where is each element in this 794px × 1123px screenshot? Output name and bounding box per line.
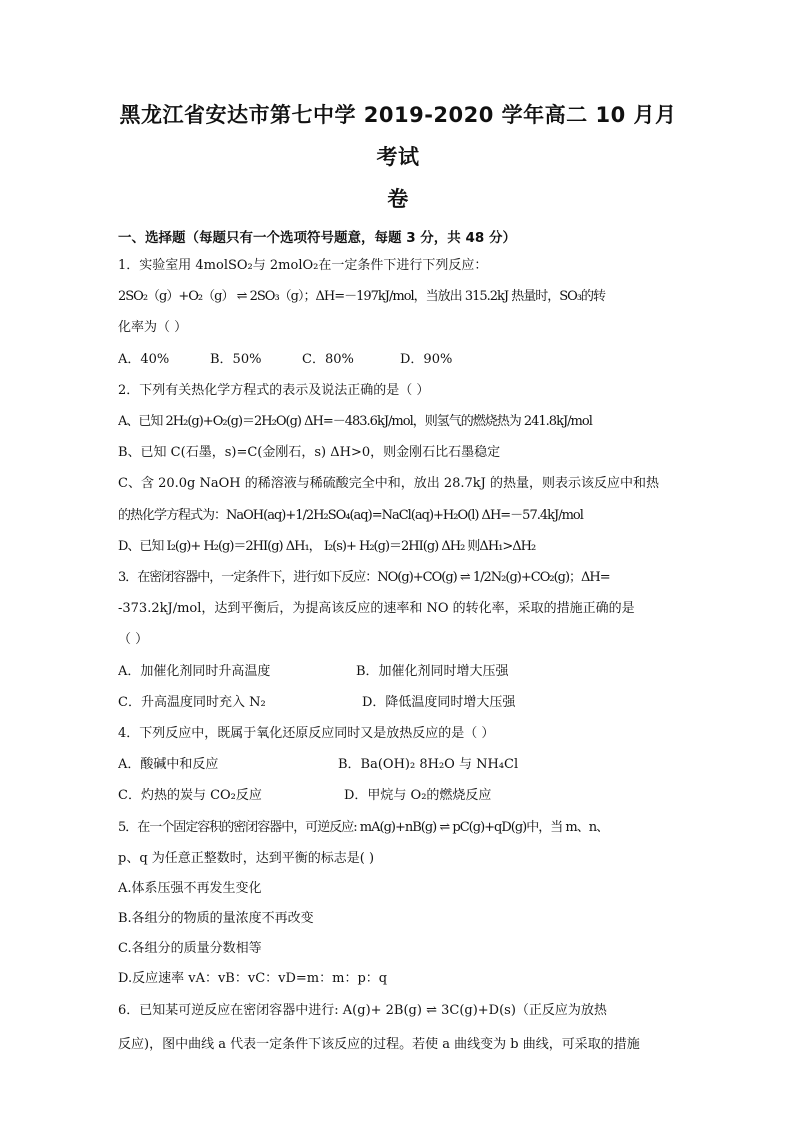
- q3-option-c: C．升高温度同时充入 N₂: [118, 694, 266, 710]
- exam-title-line-1: 黑龙江省安达市第七中学 2019-2020 学年高二 10 月月考试: [119, 103, 677, 169]
- q3-option-a: A．加催化剂同时升高温度: [118, 663, 271, 679]
- q4-option-d: D．甲烷与 O₂的燃烧反应: [344, 788, 492, 804]
- exam-page: [118, 88, 678, 1062]
- q4-option-b: B．Ba(OH)₂ 8H₂O 与 NH₄Cl: [338, 757, 519, 773]
- section-heading: 一、选择题（每题只有一个选项符号题意，每题 3 分，共 48 分）: [118, 230, 516, 246]
- q5-option-b: B.各组分的物质的量浓度不再改变: [118, 911, 314, 927]
- q3-line-2: -373.2kJ/mol，达到平衡后，为提高该反应的速率和 NO 的转化率，采取的措施正确的是: [118, 601, 635, 617]
- q4-stem: 4．下列反应中，既属于氧化还原反应同时又是放热反应的是（ ）: [118, 726, 495, 742]
- q1-options: [118, 344, 678, 375]
- q3-line-3: （ ）: [118, 632, 149, 648]
- q4-option-c: C．灼热的炭与 CO₂反应: [118, 788, 262, 804]
- exam-title: [118, 94, 678, 220]
- q1-equation: 2SO₂（g）+O₂（g） ⇌ 2SO₃（g）；ΔH=－197kJ/mol，当放出 315.2kJ 热量时，SO₃的转: [118, 289, 606, 305]
- q2-stem: 2．下列有关热化学方程式的表示及说法正确的是（ ）: [118, 382, 430, 398]
- q2-option-c-line-2: 的热化学方程式为：NaOH(aq)+1/2H₂SO₄(aq)=NaCl(aq)+H₂O(l) ΔH=－57.4kJ/mol: [118, 507, 583, 523]
- q1-option-c: C．80%: [302, 351, 354, 367]
- q4-options-row-2: [118, 780, 678, 811]
- q1-continuation: 化率为（ ）: [118, 320, 188, 336]
- exam-title-line-2: 卷: [387, 187, 409, 211]
- q3-option-b: B．加催化剂同时增大压强: [356, 663, 509, 679]
- q6-line-1: 6．已知某可逆反应在密闭容器中进行: A(g)+ 2B(g) ⇌ 3C(g)+D(s)（正反应为放热: [118, 1003, 607, 1019]
- q2-option-c-line-1: C、含 20.0g NaOH 的稀溶液与稀硫酸完全中和，放出 28.7kJ 的热量，则表示该反应中和热: [118, 476, 660, 492]
- q1-stem: 1．实验室用 4molSO₂与 2molO₂在一定条件下进行下列反应：: [118, 258, 488, 273]
- q4-option-a: A．酸碱中和反应: [118, 757, 219, 773]
- q3-options-row-1: [118, 656, 678, 687]
- q2-option-b: B、已知 C(石墨，s)=C(金刚石，s) ΔH>0，则金刚石比石墨稳定: [118, 445, 501, 461]
- q3-option-d: D．降低温度同时增大压强: [362, 694, 516, 710]
- q5-line-2: p、q 为任意正整数时，达到平衡的标志是( ): [118, 850, 375, 866]
- q5-option-c: C.各组分的质量分数相等: [118, 941, 262, 957]
- q1-option-a: A．40%: [118, 351, 170, 367]
- q5-option-a: A.体系压强不再发生变化: [118, 881, 262, 897]
- q6-line-2: 反应)，图中曲线 a 代表一定条件下该反应的过程。若使 a 曲线变为 b 曲线，可采取的措施: [118, 1037, 640, 1053]
- q1-option-d: D．90%: [400, 351, 453, 367]
- q3-options-row-2: [118, 687, 678, 718]
- q1-option-b: B．50%: [210, 351, 262, 367]
- q2-option-d: D、已知 I₂(g)+ H₂(g)＝2HI(g) ΔH₁， I₂(s)+ H₂(g)＝2HI(g) ΔH₂ 则ΔH₁>ΔH₂: [118, 538, 536, 554]
- q2-option-a: A、已知 2H₂(g)+O₂(g)＝2H₂O(g) ΔH=－483.6kJ/mol，则氢气的燃烧热为 241.8kJ/mol: [118, 414, 592, 430]
- q5-line-1: 5．在一个固定容积的密闭容器中，可逆反应: mA(g)+nB(g) ⇌ pC(g)+qD(g)中，当 m、n、: [118, 819, 609, 835]
- q5-option-d: D.反应速率 vA：vB：vC：vD=m：m：p：q: [118, 971, 388, 987]
- q3-line-1: 3．在密闭容器中，一定条件下，进行如下反应：NO(g)+CO(g) ⇌ 1/2N₂(g)+CO₂(g)；ΔH=: [118, 570, 610, 586]
- q4-options-row-1: [118, 749, 678, 780]
